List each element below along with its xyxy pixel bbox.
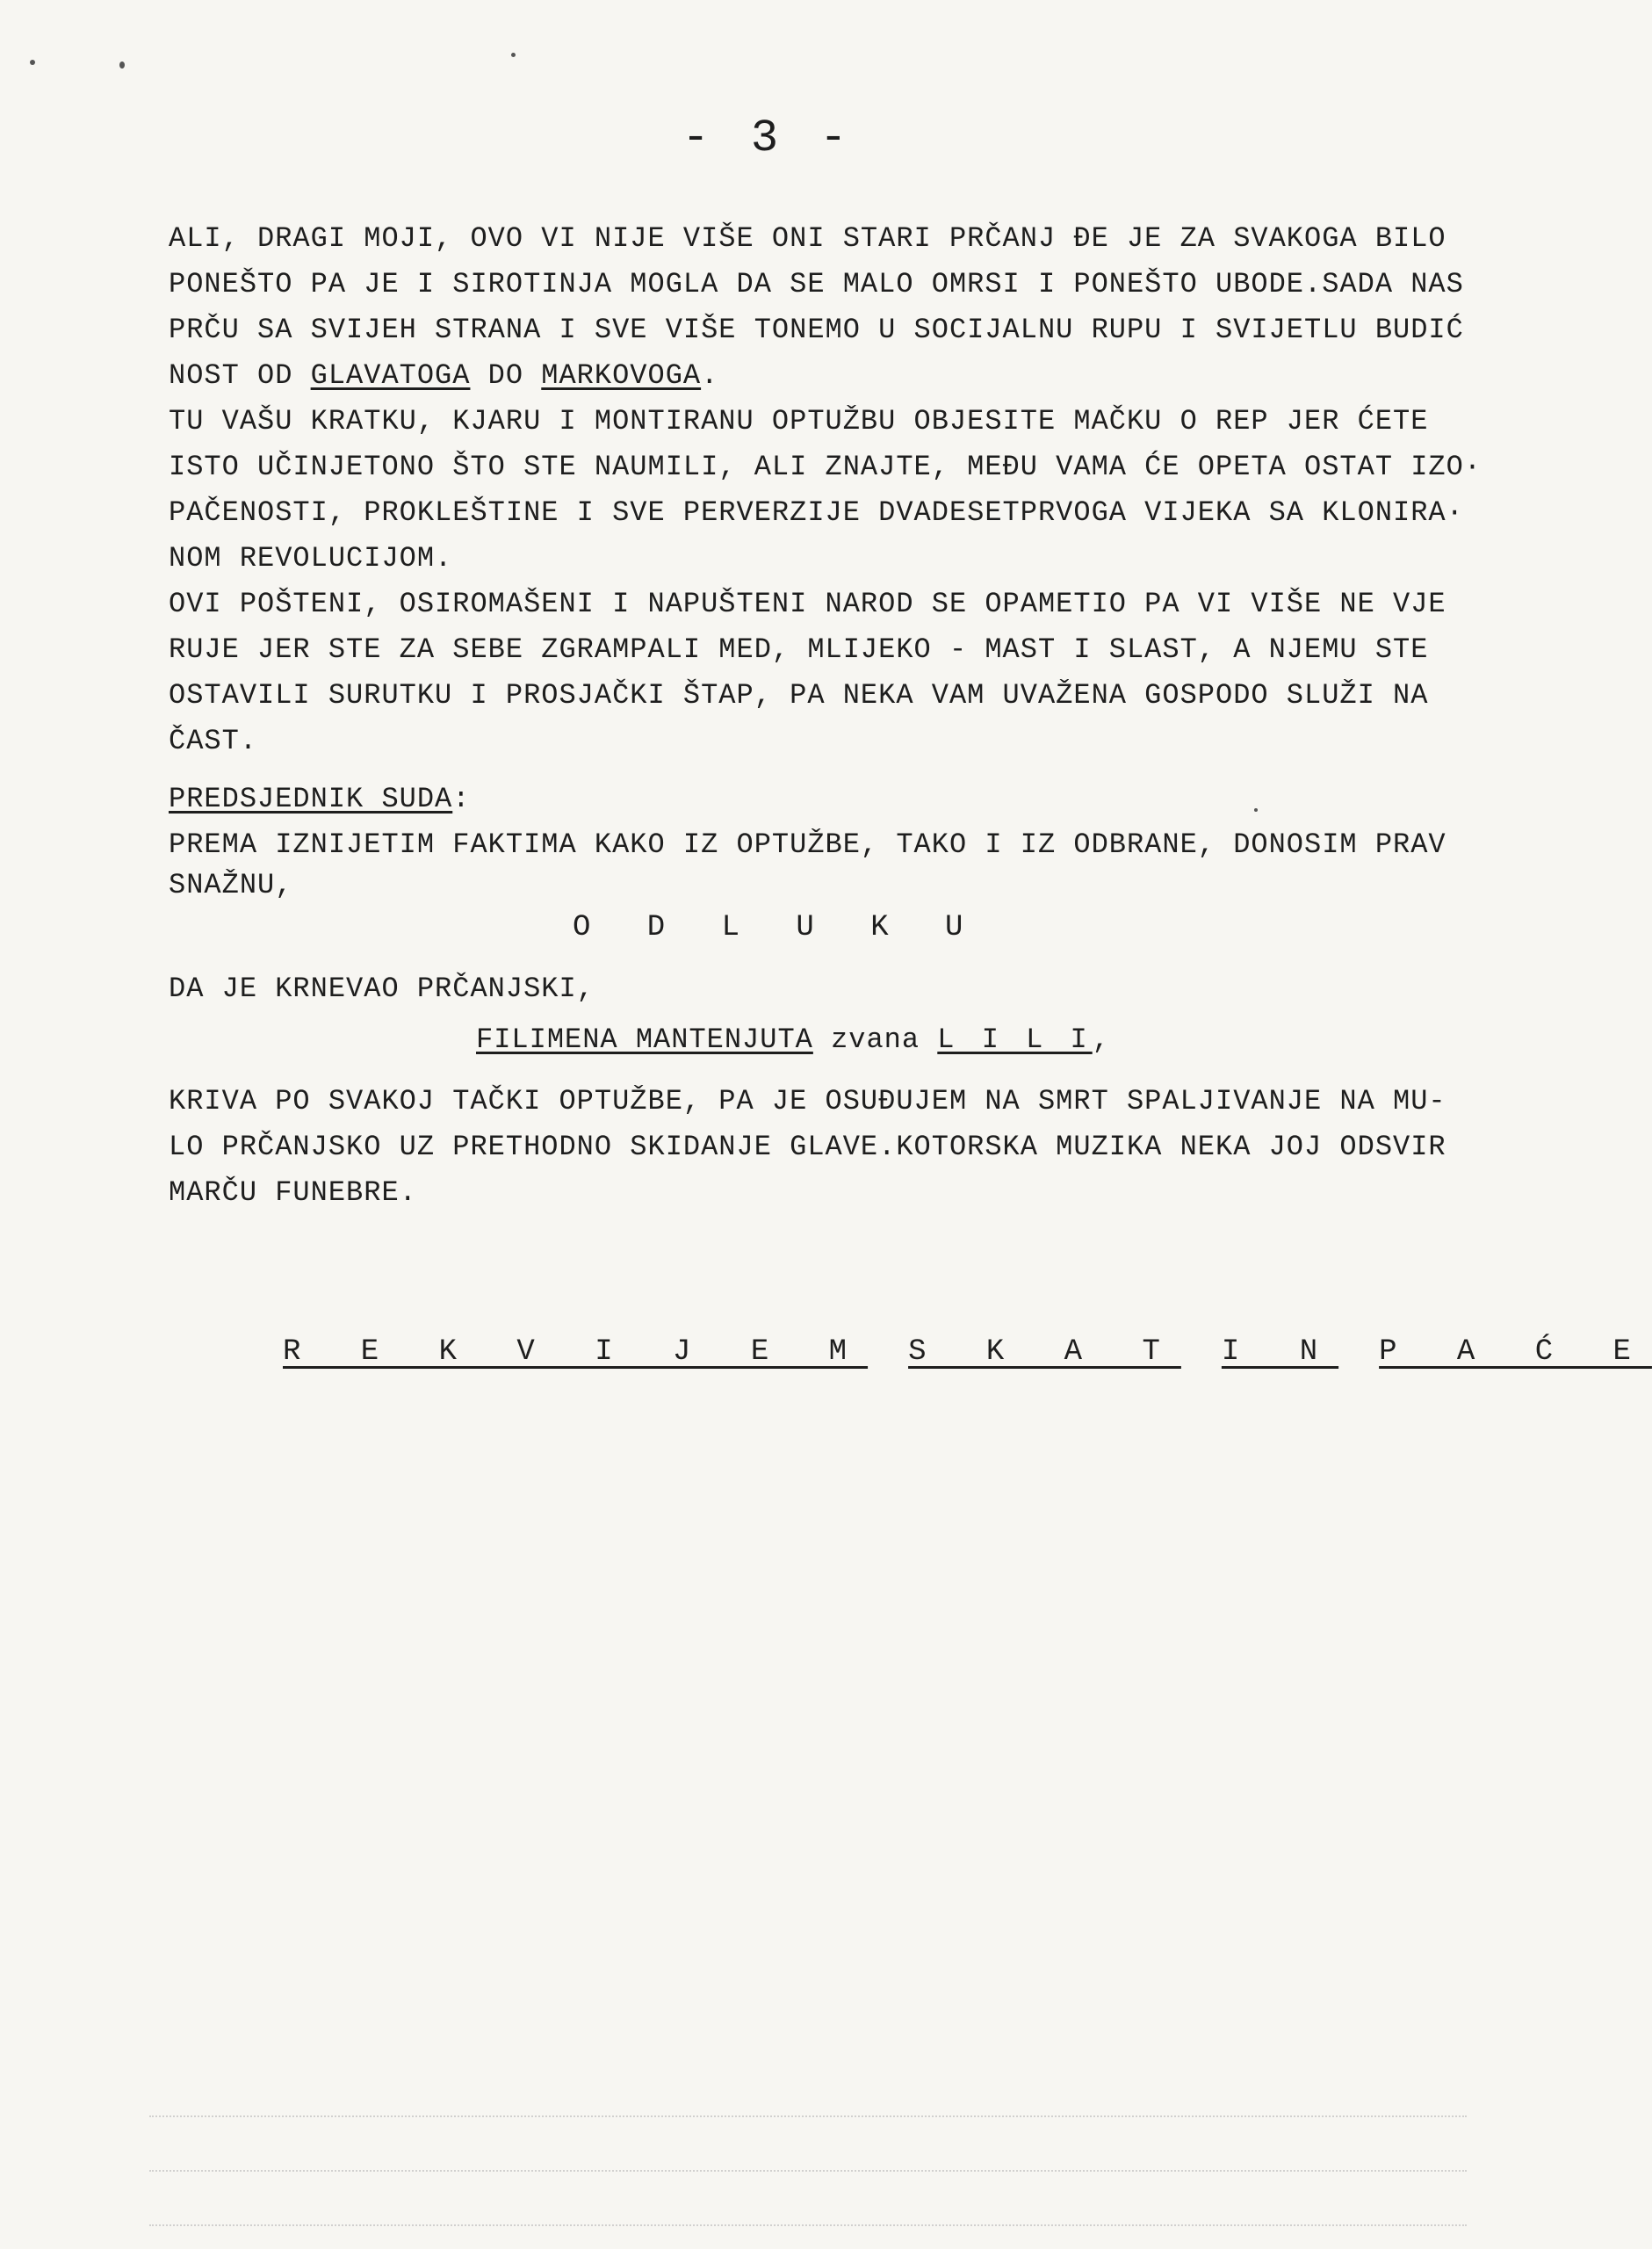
scan-bleed-row: [149, 2224, 1467, 2231]
sentence-paragraph: [169, 1079, 1565, 1216]
accused-line: [169, 1014, 1565, 1067]
accused-nickname: L I L I: [937, 1023, 1093, 1056]
decision-line: DA JE KRNEVAO PRČANJSKI,: [169, 973, 595, 1005]
spacer: [169, 1067, 1565, 1079]
closing-word: P A Ć E: [1379, 1335, 1652, 1369]
text-fragment: .: [701, 359, 719, 392]
text-line: OSTAVILI SURUTKU I PROSJAČKI ŠTAP, PA NEKA VAM UVAŽENA GOSPODO SLUŽI NA: [169, 679, 1429, 712]
accused-name: FILIMENA MANTENJUTA: [476, 1023, 813, 1056]
text-fragment: DO: [470, 359, 542, 392]
text-line: TU VAŠU KRATKU, KJARU I MONTIRANU OPTUŽBU OBJESITE MAČKU O REP JER ĆETE: [169, 405, 1429, 438]
text-line: ISTO UČINJETONO ŠTO STE NAUMILI, ALI ZNAJTE, MEĐU VAMA ĆE OPETA OSTAT IZO·: [169, 451, 1482, 483]
spacer: [169, 952, 1565, 965]
document-body: [169, 216, 1565, 1216]
closing-word: R E K V I J E M: [283, 1335, 869, 1369]
paragraph-accusation: [169, 399, 1565, 582]
scan-speck: [511, 53, 516, 57]
speaker-colon: :: [452, 783, 471, 815]
text-line: RUJE JER STE ZA SEBE ZGRAMPALI MED, MLIJEKO - MAST I SLAST, A NJEMU STE: [169, 633, 1429, 666]
text-line: ČAST.: [169, 725, 258, 757]
spacer: [169, 764, 1565, 777]
paragraph-intro: [169, 216, 1565, 399]
closing-word: S K A T: [908, 1335, 1181, 1369]
scan-bleed-row: [149, 2170, 1467, 2177]
text-line: KRIVA PO SVAKOJ TAČKI OPTUŽBE, PA JE OSUĐUJEM NA SMRT SPALJIVANJE NA MU-: [169, 1085, 1446, 1117]
underlined-name: GLAVATOGA: [310, 359, 471, 392]
scan-speck: [30, 60, 35, 65]
closing-word: I N: [1221, 1335, 1339, 1369]
text-line: OVI POŠTENI, OSIROMAŠENI I NAPUŠTENI NAROD SE OPAMETIO PA VI VIŠE NE VJE: [169, 588, 1446, 620]
text-line: PAČENOSTI, PROKLEŠTINE I SVE PERVERZIJE DVADESETPRVOGA VIJEKA SA KLONIRA·: [169, 496, 1464, 529]
text-line: LO PRČANJSKO UZ PRETHODNO SKIDANJE GLAVE.KOTORSKA MUZIKA NEKA JOJ ODSVIR: [169, 1131, 1446, 1163]
text-line: NOM REVOLUCIJOM.: [169, 542, 453, 575]
text-line: ALI, DRAGI MOJI, OVO VI NIJE VIŠE ONI STARI PRČANJ ĐE JE ZA SVAKOGA BILO: [169, 222, 1446, 255]
accused-called: zvana: [812, 1023, 938, 1056]
page-number: - 3 -: [682, 112, 855, 164]
decision-heading: O D L U K U: [573, 911, 983, 944]
underlined-name: MARKOVOGA: [541, 359, 702, 392]
scan-bleed-row: [149, 2115, 1467, 2122]
text-line: PRČU SA SVIJEH STRANA I SVE VIŠE TONEMO U SOCIJALNU RUPU I SVIJETLU BUDIĆ: [169, 314, 1464, 346]
speaker-label: [169, 777, 1565, 822]
scan-speck: [119, 61, 125, 69]
text-line: SNAŽNU,: [169, 869, 293, 901]
text-line: PREMA IZNIJETIM FAKTIMA KAKO IZ OPTUŽBE, TAKO I IZ ODBRANE, DONOSIM PRAV: [169, 828, 1446, 861]
text-line: [169, 353, 1565, 399]
scan-speck: [1254, 808, 1258, 812]
accused-tail: ,: [1092, 1023, 1110, 1056]
verdict-intro: [169, 822, 1565, 903]
text-fragment: NOST OD: [169, 359, 311, 392]
speaker-name: PREDSJEDNIK SUDA: [169, 783, 453, 815]
paragraph-people: [169, 582, 1565, 764]
text-line: MARČU FUNEBRE.: [169, 1176, 417, 1209]
text-line: PONEŠTO PA JE I SIROTINJA MOGLA DA SE MALO OMRSI I PONEŠTO UBODE.SADA NAS: [169, 268, 1464, 300]
closing-line: [283, 1335, 1652, 1369]
